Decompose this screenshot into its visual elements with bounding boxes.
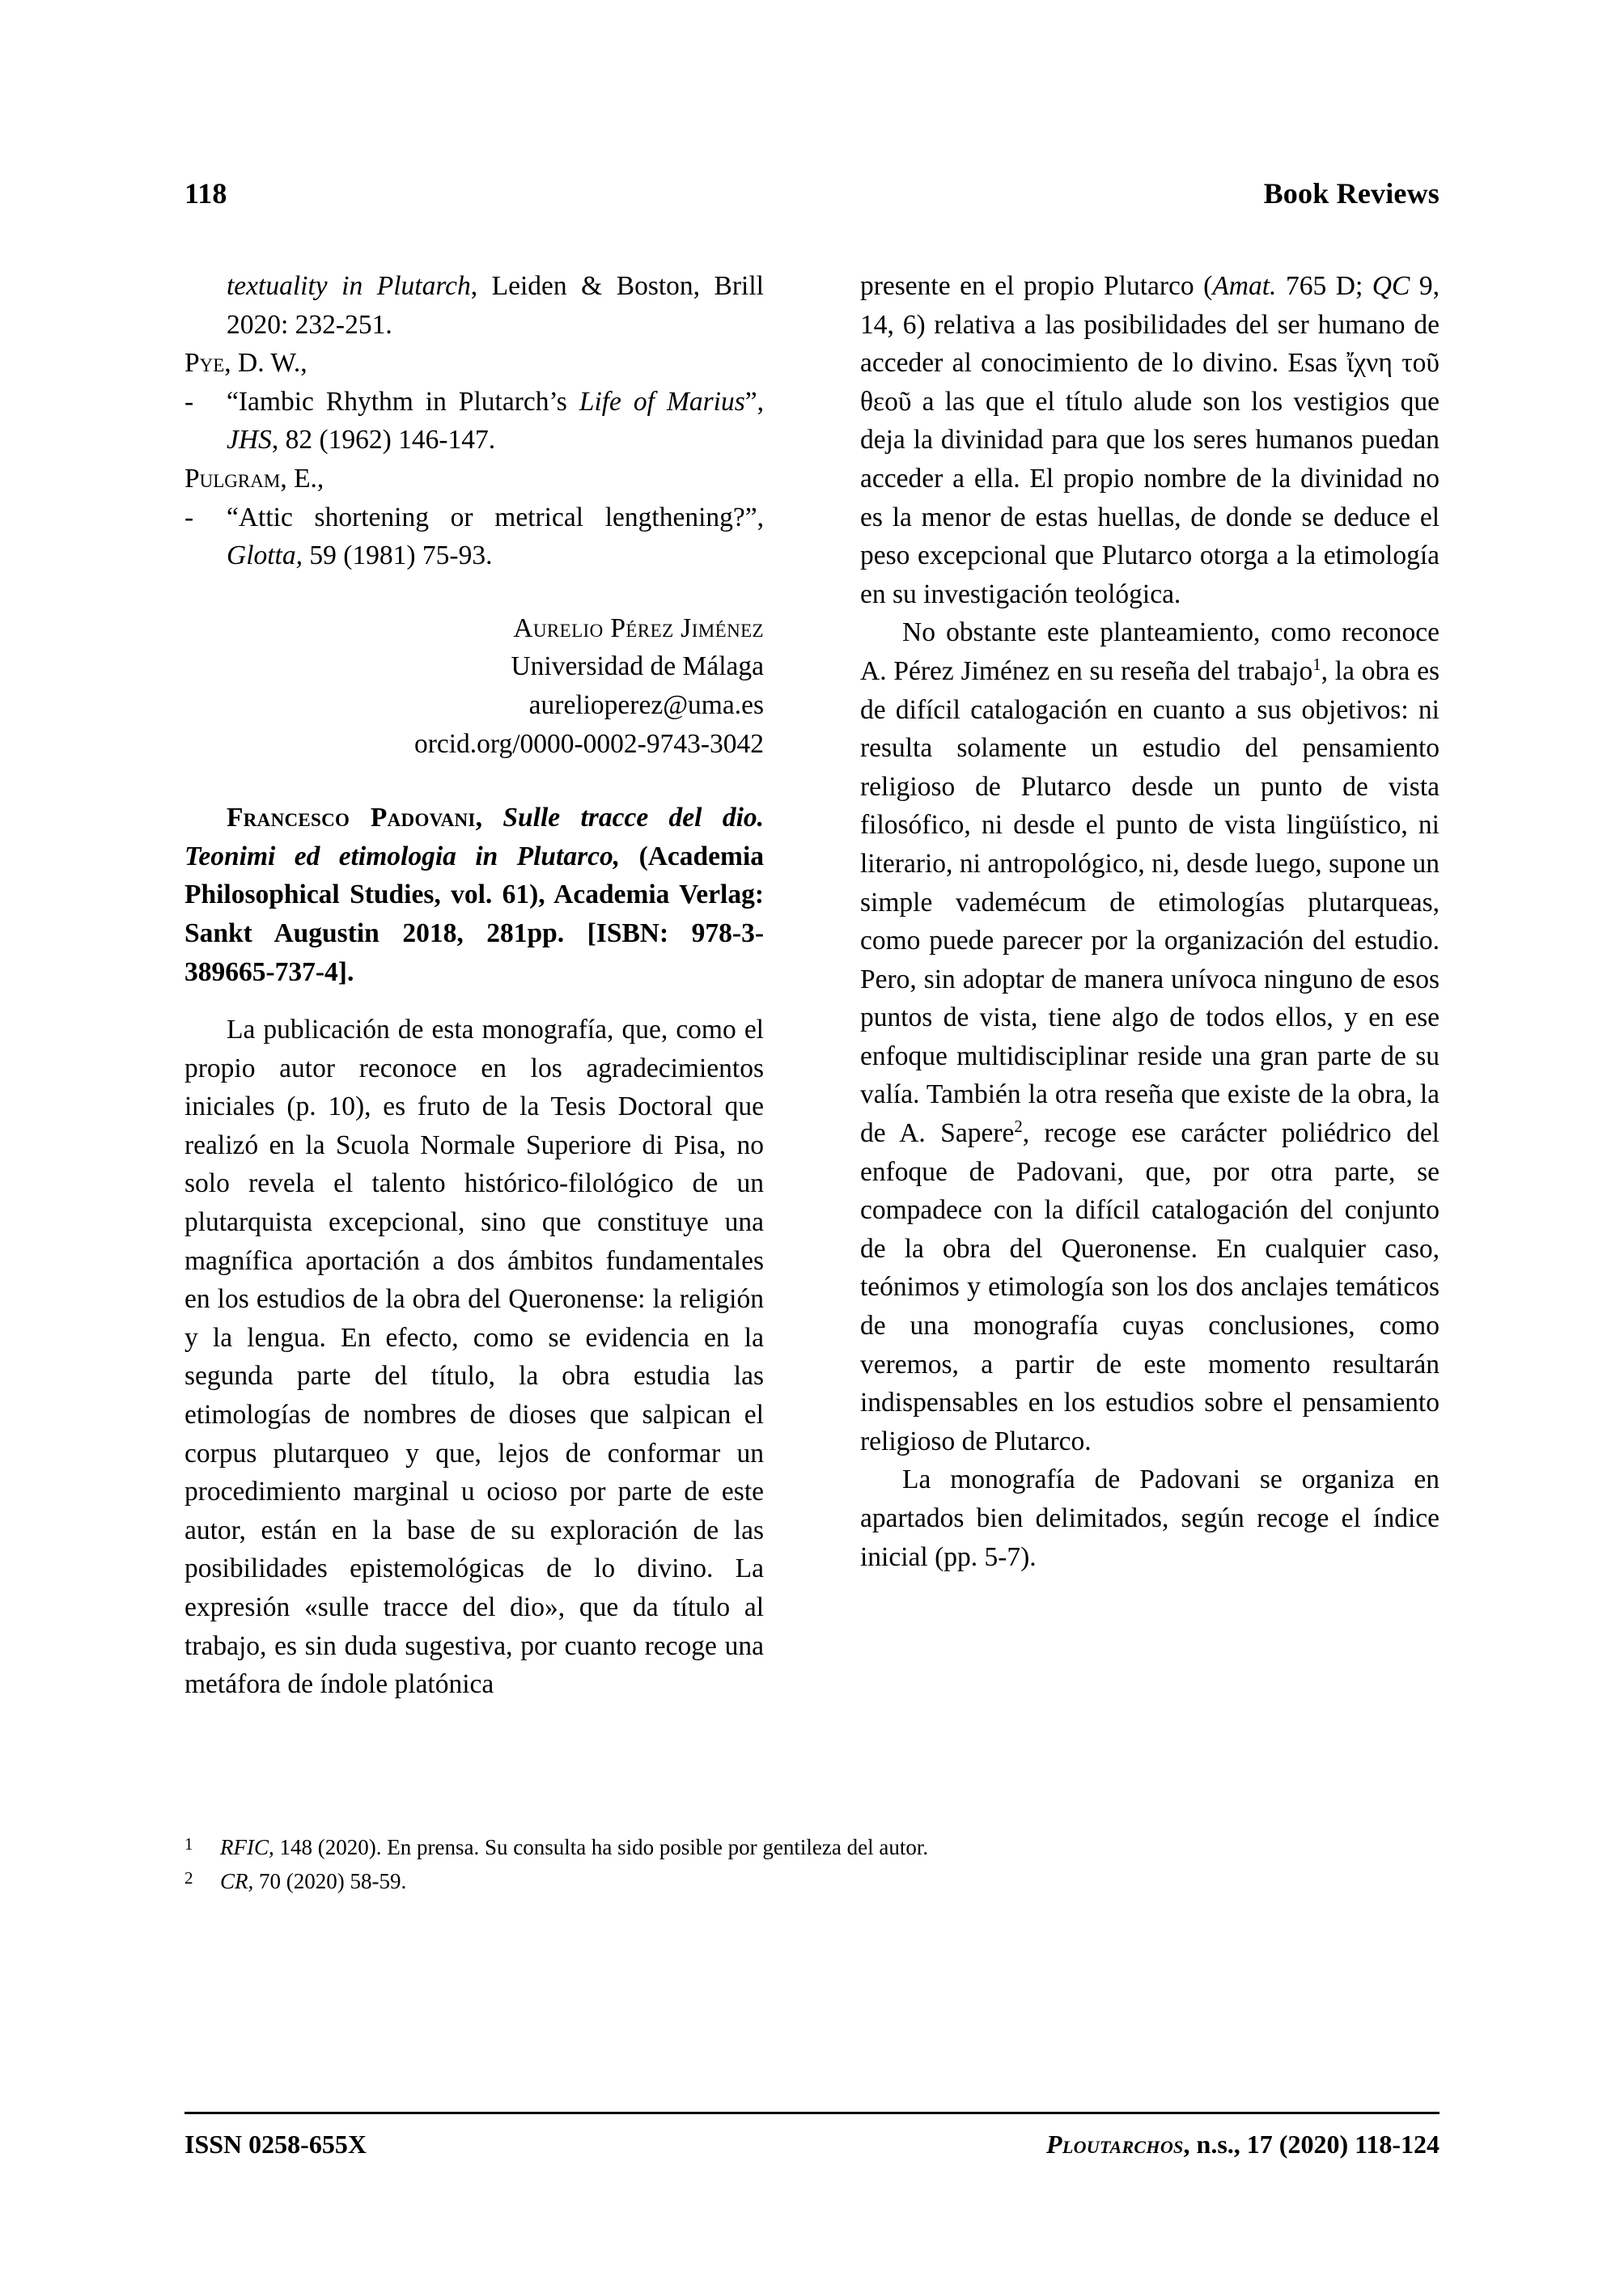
footer-divider <box>184 2112 1440 2114</box>
footnote-ref-1[interactable]: 1 <box>1312 655 1321 674</box>
footnote-number: 1 <box>184 1834 193 1854</box>
rp1-cite-qc: QC <box>1372 271 1410 301</box>
bibliography-author <box>184 460 764 498</box>
left-column <box>184 267 764 1704</box>
body-columns <box>184 267 1440 1704</box>
rp2-b: , la obra es de difícil catalogación en cuanto a sus objetivos: ni resulta solamente un estudio del pensamiento religioso de Plutarco desde un punto de vista filosófico, ni desde el punto de vista lingüístico, ni literario, ni antropológico, ni, desde luego, supone un simple vademécum de etimologías plutarqueas, como puede parecer por la organización del estudio. Pero, sin adoptar de manera unívoca ninguno de esos puntos de vista, tiene algo de todos ellos, y en ese enfoque multidisciplinar reside una gran parte de su valía. También la otra reseña que existe de la obra, la de A. Sapere <box>860 655 1440 1149</box>
bib-item-text <box>227 383 764 460</box>
bib-author-name: Pye <box>184 348 225 379</box>
bibliography-author <box>184 344 764 383</box>
page-number: 118 <box>184 177 227 210</box>
journal-citation <box>1046 2130 1440 2159</box>
page-footer <box>184 2130 1440 2159</box>
bib-item-dash: - <box>184 502 194 532</box>
rp1-d: a las que el título alude son los vestigios que deja la divinidad para que los seres humanos puedan acceder a ella. El propio nombre de la divinidad no es la menor de estas huellas, de donde se deduce el peso excepcional que Plutarco otorga a la etimología en su investigación teológica. <box>860 386 1440 609</box>
issn-label: ISSN 0258-655X <box>184 2130 367 2159</box>
footnote-1 <box>184 1830 1440 1864</box>
bib-cont-rest: , Leiden & Boston, Brill 2020: 232-251. <box>227 271 764 340</box>
footnote-body: 148 (2020). En prensa. Su consulta ha sido posible por gentileza del autor. <box>273 1835 929 1859</box>
bib-item-quote-open: “Attic shortening or metrical lengthening?”, <box>227 502 764 532</box>
bibliography-item <box>184 383 764 460</box>
footnote-2 <box>184 1864 1440 1898</box>
right-paragraph-2 <box>860 613 1440 1460</box>
rp1-cite-amat: Amat. <box>1212 271 1277 301</box>
right-paragraph-1 <box>860 267 1440 613</box>
reviewed-book-imprint: (Academia Philosophical Studies, vol. 61), Academia Verlag: Sankt Augustin 2018, 281pp. [ISBN: 978-3-389665-737-4]. <box>184 841 764 987</box>
reviewer-name <box>184 609 764 648</box>
reviewed-book-author: Francesco Padovani <box>227 803 476 833</box>
reviewed-book-sep: , <box>475 803 503 833</box>
bib-item-journal: Glotta, <box>227 540 303 571</box>
left-paragraph-1: La publicación de esta monografía, que, como el propio autor reconoce en los agradecimientos iniciales (p. 10), es fruto de la Tesis Doctoral que realizó en la Scuola Normale Superiore di Pisa, no solo revela el talento histórico-filológico de un plutarquista excepcional, sino que constituye una magnífica aportación a dos ámbitos fundamentales en los estudios de la obra del Queronense: la religión y la lengua. En efecto, como se evidencia en la segunda parte del título, la obra estudia las etimologías de nombres de dioses que salpican el corpus plutarqueo y que, lejos de conformar un procedimiento marginal u ocioso por parte de este autor, están en la base de su exploración de las posibilidades epistemológicas de lo divino. La expresión «sulle tracce del dio», que da título al trabajo, es sin duda sugestiva, por cuanto recoge una metáfora de índole platónica <box>184 1015 764 1700</box>
right-paragraph-3: La monografía de Padovani se organiza en apartados bien delimitados, según recoge el índice inicial (pp. 5-7). <box>860 1464 1440 1572</box>
footnote-body: 70 (2020) 58-59. <box>253 1869 407 1893</box>
bib-author-name: Pulgram <box>184 463 281 494</box>
bib-author-initials: , E., <box>280 463 324 494</box>
reviewer-affiliation: Universidad de Málaga <box>511 651 764 682</box>
footnote-ref-2[interactable]: 2 <box>1014 1117 1023 1136</box>
footnote-text <box>220 1830 1440 1864</box>
bib-item-journal: JHS <box>227 425 272 456</box>
bib-item-mid: ”, <box>744 386 764 417</box>
right-column <box>860 267 1440 1704</box>
journal-issue: , n.s., 17 (2020) 118-124 <box>1183 2130 1440 2159</box>
reviewer-orcid: orcid.org/0000-0002-9743-3042 <box>413 728 764 759</box>
rp1-a: presente en el propio Plutarco ( <box>860 271 1213 301</box>
reviewer-email: aurelioperez@uma.es <box>528 689 764 720</box>
rp2-a: No obstante este planteamiento, como reconoce A. Pérez Jiménez en su reseña del trabajo <box>860 617 1440 686</box>
running-head <box>184 176 1440 210</box>
footnotes-area <box>184 1830 1440 1898</box>
bib-item-quote-open: “Iambic Rhythm in Plutarch’s <box>227 386 579 417</box>
footnote-source-italic: CR, <box>220 1869 254 1893</box>
rp1-b: 765 D; <box>1276 271 1372 301</box>
reviewed-book-title: Sulle tracce del dio. Teonimi ed etimologia in Plutarco, <box>184 803 765 871</box>
bibliography-continuation <box>184 267 764 344</box>
footnote-source-italic: RFIC, <box>220 1835 274 1859</box>
journal-name: Ploutarchos <box>1046 2130 1184 2159</box>
reviewed-book-heading <box>184 799 764 991</box>
reviewer-name-text: Aurelio Pérez Jiménez <box>513 612 764 643</box>
bib-item-text <box>227 498 764 575</box>
rp2-c: , recoge ese carácter poliédrico del enfoque de Padovani, que, por otra parte, se compadece con la difícil catalogación del conjunto de la obra del Queronense. En cualquier caso, teónimos y etimología son los dos anclajes temáticos de una monografía cuyas conclusiones, como veremos, a partir de este momento resultarán indispensables en los estudios sobre el pensamiento religioso de Plutarco. <box>860 1118 1440 1456</box>
bib-author-initials: , D. W., <box>224 348 307 379</box>
bib-cont-italic: textuality in Plutarch <box>227 271 471 301</box>
running-head-title: Book Reviews <box>1263 177 1440 210</box>
bib-item-tail: , 82 (1962) 146-147. <box>271 425 496 456</box>
bib-item-tail: 59 (1981) 75-93. <box>303 540 493 571</box>
rp1-greek-phrase: ἴχνη τοῦ θεοῦ <box>860 348 1440 417</box>
bib-item-dash: - <box>184 386 194 417</box>
bibliography-item <box>184 498 764 575</box>
footnote-number: 2 <box>184 1868 193 1888</box>
rp1-c: 9, 14, 6) relativa a las posibilidades del ser humano de acceder al conocimiento de lo divino. Esas <box>860 271 1440 379</box>
footnote-text <box>220 1864 1440 1898</box>
bib-item-work-title: Life of Marius <box>579 386 745 417</box>
